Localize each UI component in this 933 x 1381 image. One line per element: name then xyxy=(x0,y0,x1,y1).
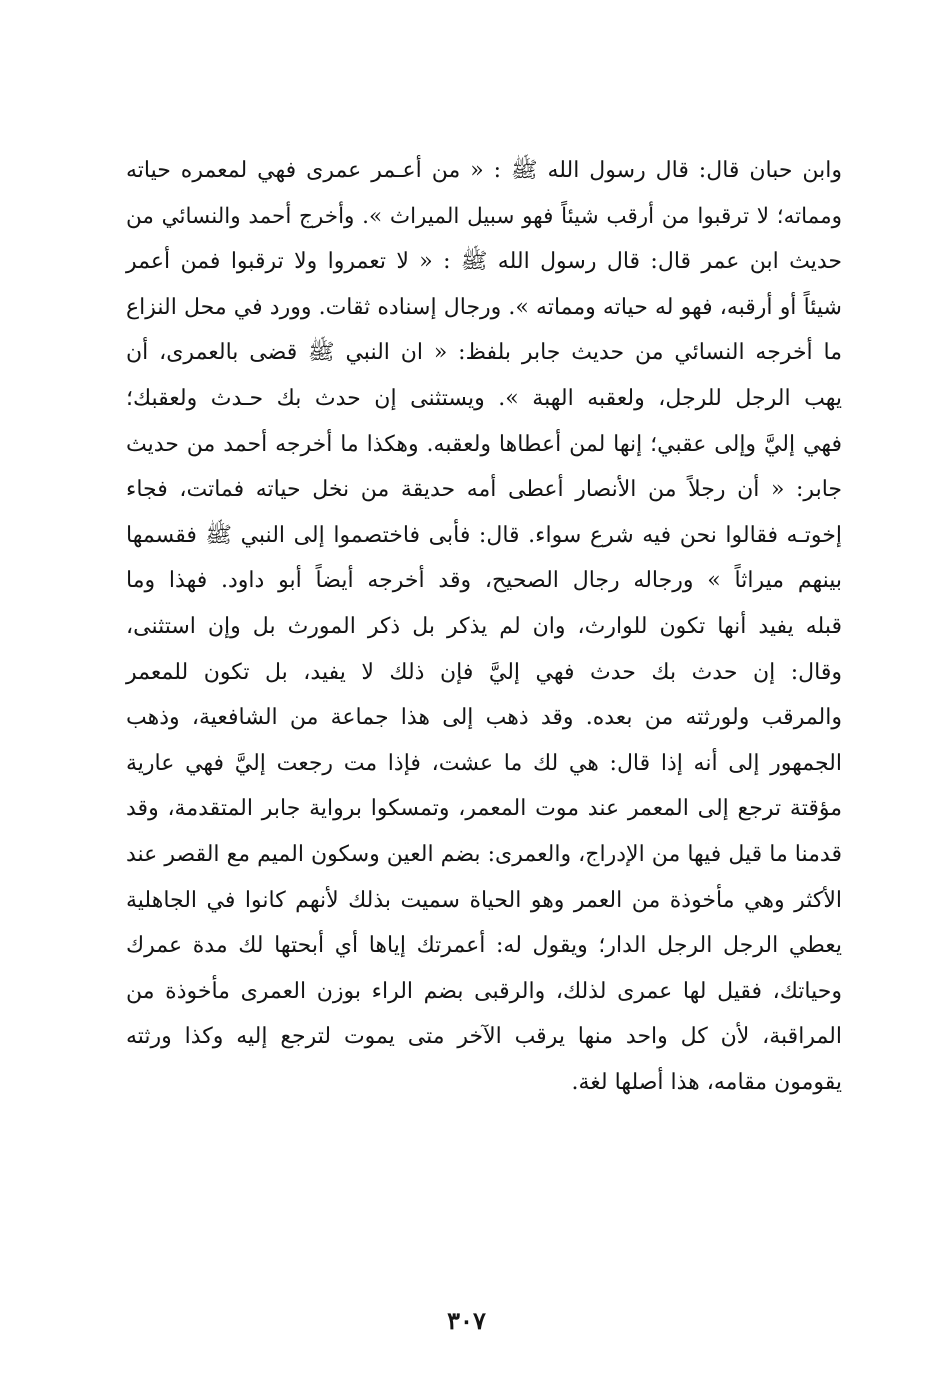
text-line: يهب الرجل للرجل، ولعقبه الهبة ». ويستثنى إن حدث بك حـدث ولعقبك؛ xyxy=(126,385,842,411)
text-line: قبله يفيد أنها تكون للوارث، وان لم يذكر بل ذكر المورث بل وإن استثنى، xyxy=(126,613,842,639)
text-line: المراقبة، لأن كل واحد منها يرقب الآخر متى يموت لترجع إليه وكذا ورثته xyxy=(126,1024,842,1050)
text-line: فهي إليَّ وإلى عقبي؛ إنها لمن أعطاها ولعقبه. وهكذا ما أخرجه أحمد من حديث xyxy=(126,431,842,457)
text-line: مؤقتة ترجع إلى المعمر عند موت المعمر، وتمسكوا برواية جابر المتقدمة، وقد xyxy=(126,796,842,822)
text-line: يعطي الرجل الرجل الدار؛ ويقول له: أعمرتك إياها أي أبحتها لك مدة عمرك xyxy=(126,933,842,959)
text-line: وقال: إن حدث بك حدث فهي إليَّ فإن ذلك لا يفيد، بل تكون للمعمر xyxy=(126,659,842,685)
text-line: بينهم ميراثاً » ورجاله رجال الصحيح، وقد أخرجه أيضاً أبو داود. فهذا وما xyxy=(126,568,842,594)
body-text xyxy=(126,148,842,1105)
text-line: يقومون مقامه، هذا أصلها لغة. xyxy=(571,1069,842,1095)
text-line: ما أخرجه النسائي من حديث جابر بلفظ: « ان النبي ﷺ قضى بالعمرى، أن xyxy=(126,340,842,366)
text-line: وحياتك، فقيل لها عمرى لذلك، والرقبى بضم الراء بوزن العمرى مأخوذة من xyxy=(126,978,842,1004)
text-line: شيئاً أو أرقبه، فهو له حياته ومماته ». ورجال إسناده ثقات. وورد في محل النزاع xyxy=(126,294,842,320)
text-line: قدمنا ما قيل فيها من الإدراج، والعمرى: بضم العين وسكون الميم مع القصر عند xyxy=(126,841,842,867)
text-line: الجمهور إلى أنه إذا قال: هي لك ما عشت، فإذا مت رجعت إليَّ فهي عارية xyxy=(126,750,842,776)
text-line: جابر: « أن رجلاً من الأنصار أعطى أمه حديقة من نخل حياته فماتت، فجاء xyxy=(126,477,842,503)
text-line: وابن حبان قال: قال رسول الله ﷺ : « من أعـمر عمرى فهي لمعمره حياته xyxy=(126,158,842,183)
text-line: ومماته؛ لا ترقبوا من أرقب شيئاً فهو سبيل الميراث ». وأخرج أحمد والنسائي من xyxy=(126,203,842,229)
page-number: ٣٠٧ xyxy=(447,1306,486,1335)
text-line: الأكثر وهي مأخوذة من العمر وهو الحياة سميت بذلك لأنهم كانوا في الجاهلية xyxy=(126,887,842,913)
text-line: حديث ابن عمر قال: قال رسول الله ﷺ : « لا تعمروا ولا ترقبوا فمن أعمر xyxy=(126,249,842,275)
text-line: والمرقب ولورثته من بعده. وقد ذهب إلى هذا جماعة من الشافعية، وذهب xyxy=(126,705,842,731)
text-line: إخوتـه فقالوا نحن فيه شرع سواء. قال: فأبى فاختصموا إلى النبي ﷺ فقسمها xyxy=(126,522,842,548)
